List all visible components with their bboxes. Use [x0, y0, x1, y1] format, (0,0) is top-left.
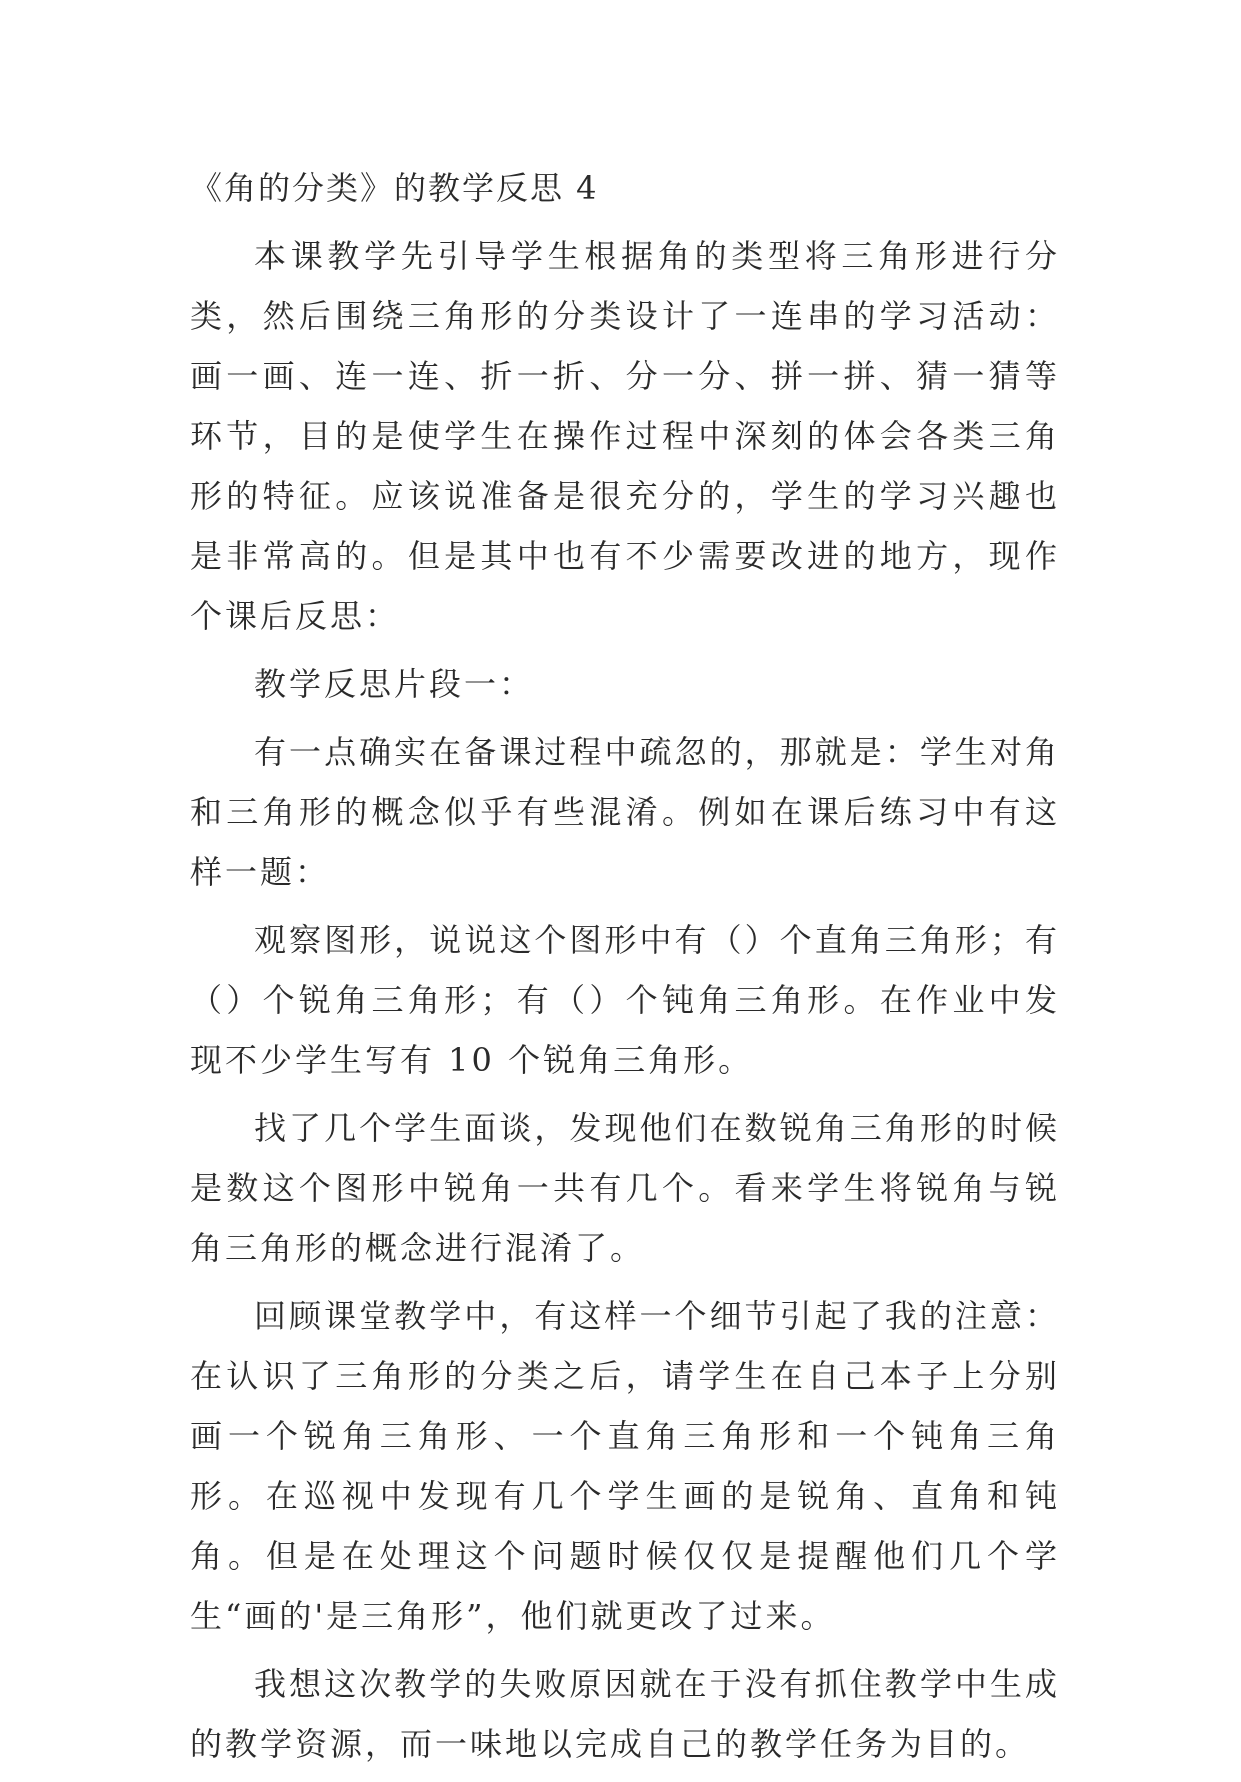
paragraph-2: 教学反思片段一：: [254, 665, 535, 703]
paragraph-6: 回顾课堂教学中，有这样一个细节引起了我的注意：在认识了三角形的分类之后，请学生在自己本子上分别画一个锐角三角形、一个直角三角形和一个钝角三角形。在巡视中发现有几个学生画的是锐角、直角和钝角。但是在处理这个问题时候仅仅是提醒他们几个学生“画的'是三角形”，他们就更改了过来。: [190, 1297, 1060, 1635]
document-page: [190, 160, 1060, 1782]
paragraph-4: 观察图形，说说这个图形中有（）个直角三角形；有（）个锐角三角形；有（）个钝角三角形。在作业中发现不少学生写有 10 个锐角三角形。: [190, 921, 1060, 1079]
document-title: 《角的分类》的教学反思 4: [190, 169, 599, 207]
paragraph-3: 有一点确实在备课过程中疏忽的，那就是：学生对角和三角形的概念似乎有些混淆。例如在课后练习中有这样一题：: [190, 733, 1060, 891]
paragraph-1: 本课教学先引导学生根据角的类型将三角形进行分类，然后围绕三角形的分类设计了一连串的学习活动：画一画、连一连、折一折、分一分、拼一拼、猜一猜等环节，目的是使学生在操作过程中深刻的体会各类三角形的特征。应该说准备是很充分的，学生的学习兴趣也是非常高的。但是其中也有不少需要改进的地方，现作个课后反思：: [190, 237, 1060, 635]
paragraph-7: 我想这次教学的失败原因就在于没有抓住教学中生成的教学资源，而一味地以完成自己的教学任务为目的。: [190, 1665, 1060, 1763]
paragraph-5: 找了几个学生面谈，发现他们在数锐角三角形的时候是数这个图形中锐角一共有几个。看来学生将锐角与锐角三角形的概念进行混淆了。: [190, 1109, 1060, 1267]
